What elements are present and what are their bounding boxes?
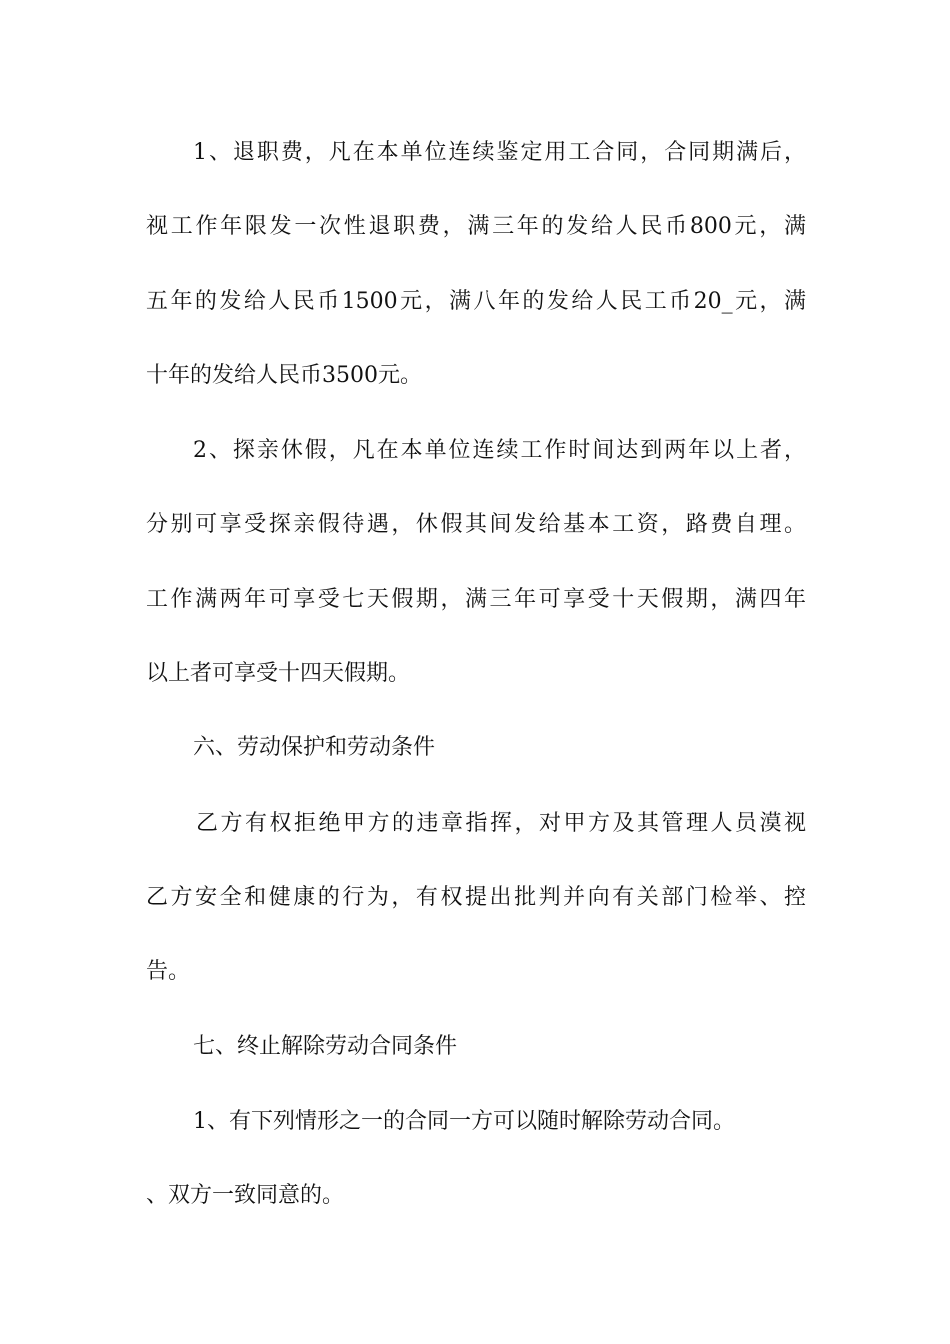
paragraph-home-leave (146, 432, 806, 469)
text-line-wrapper (146, 283, 806, 320)
text-line: 1、有下列情形之一的合同一方可以随时解除劳动合同。 (193, 1109, 735, 1134)
text-line: 、双方一致同意的。 (146, 1183, 345, 1208)
paragraph-severance (146, 134, 806, 171)
text-line-wrapper (146, 208, 806, 245)
text-line: 五年的发给人民币1500元，满八年的发给人民工币20_元，满 (146, 289, 806, 314)
text-line: 告。 (146, 959, 191, 984)
text-line-wrapper (146, 879, 806, 916)
text-line: 乙方有权拒绝甲方的违章指挥，对甲方及其管理人员漠视 (196, 811, 806, 836)
text-line: 以上者可享受十四天假期。 (146, 661, 411, 686)
text-line: 乙方安全和健康的行为，有权提出批判并向有关部门检举、控 (146, 885, 806, 910)
text-line: 视工作年限发一次性退职费，满三年的发给人民币800元，满 (146, 214, 806, 239)
text-line: 分别可享受探亲假待遇，休假其间发给基本工资，路费自理。 (146, 512, 806, 537)
text-line: 工作满两年可享受七天假期，满三年可享受十天假期，满四年 (146, 587, 806, 612)
text-line-wrapper (146, 953, 806, 990)
section-heading: 六、劳动保护和劳动条件 (193, 735, 436, 760)
text-line: 1、退职费，凡在本单位连续鉴定用工合同，合同期满后， (193, 140, 806, 165)
section-heading-termination (146, 1028, 806, 1065)
text-line-wrapper (146, 357, 806, 394)
text-line-wrapper (146, 581, 806, 618)
text-line: 2、探亲休假，凡在本单位连续工作时间达到两年以上者， (193, 438, 806, 463)
paragraph-termination-conditions (146, 1103, 806, 1140)
paragraph-right-to-refuse (146, 805, 806, 842)
text-line: 十年的发给人民币3500元。 (146, 363, 422, 388)
section-heading: 七、终止解除劳动合同条件 (193, 1034, 458, 1059)
text-line-wrapper (146, 506, 806, 543)
section-heading-labor-protection (146, 729, 806, 766)
text-line-wrapper (146, 1177, 806, 1214)
text-line-wrapper (146, 655, 806, 692)
